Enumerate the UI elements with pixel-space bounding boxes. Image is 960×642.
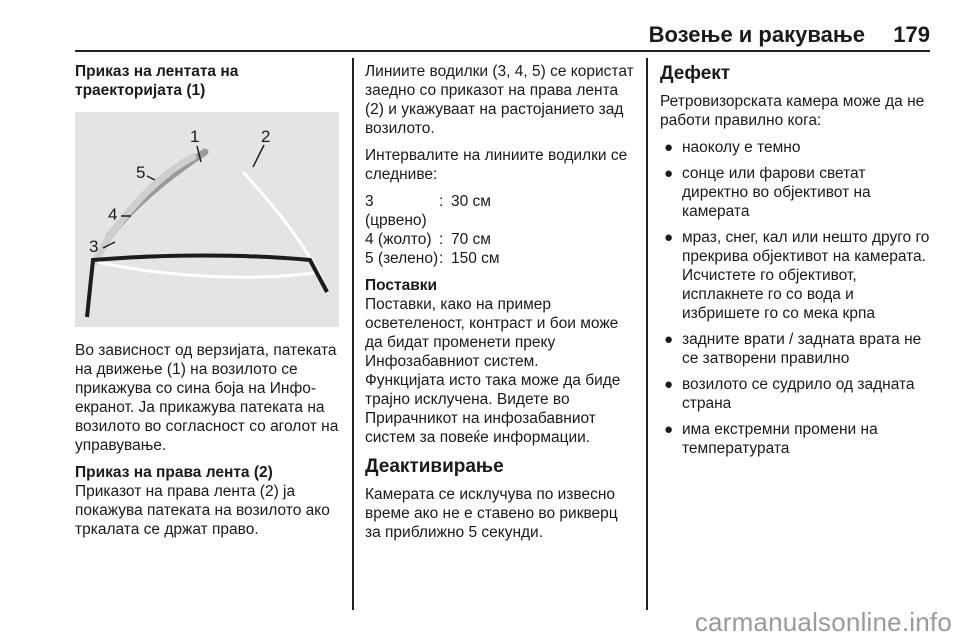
- callout-5: 5: [136, 163, 146, 182]
- column-left: [75, 62, 345, 547]
- list-item: [660, 420, 930, 458]
- callout-4: 4: [108, 205, 118, 224]
- bullet-icon: ●: [664, 165, 674, 182]
- distance-arc: [97, 262, 320, 277]
- spec-separator: :: [439, 231, 444, 248]
- bullet-icon: ●: [664, 139, 674, 156]
- list-item: [660, 138, 930, 157]
- leader-line-2: [253, 145, 264, 167]
- section-title: Возење и ракување: [648, 22, 865, 47]
- trajectory-line-red: [87, 256, 327, 318]
- paragraph: Линиите водилки (3, 4, 5) се користат заедно со приказот на права лента (2) и укажуваат на растојанието зад возилото.: [365, 63, 634, 137]
- column-divider: [352, 58, 354, 610]
- list-item: [660, 164, 930, 221]
- section-heading: Дефект: [660, 63, 731, 84]
- paragraph: Во зависност од верзијата, патеката на движење (1) на возилото се прикажува со сина боја на Инфо-екранот. Ја прикажува патеката на возилото во согласност со аголот на управување.: [75, 342, 339, 454]
- bullet-list: [660, 138, 930, 458]
- bullet-icon: ●: [664, 331, 674, 348]
- watermark: carmanualsonline.info: [694, 607, 952, 637]
- leader-line-5: [147, 176, 155, 180]
- callout-1: 1: [190, 127, 200, 146]
- guideline-diagram: [75, 112, 339, 327]
- paragraph: Камерата се исклучува по извесно време ако не е ставено во рикверц за приближно 5 секунди.: [365, 486, 618, 541]
- paragraph: Интервалите на линиите водилки се следниве:: [365, 147, 628, 183]
- callout-3: 3: [89, 237, 99, 256]
- section-heading: Приказ на права лента (2): [75, 464, 273, 481]
- list-item: [660, 330, 930, 368]
- list-item-text: возилото се судрило од задната страна: [682, 376, 915, 412]
- spec-row: [365, 192, 637, 230]
- spec-key: 4 (жолто): [365, 231, 432, 248]
- section-heading: Приказ на лентата на траекторијата (1): [75, 63, 239, 99]
- spec-row: [365, 230, 637, 249]
- paragraph: Ретровизорската камера може да не работи правилно кога:: [660, 93, 925, 129]
- list-item-text: мраз, снег, кал или нешто друго го прекрива објективот на камерата. Исчистете го објективот, исплакнете го со вода и избришете го со мека крпа: [682, 229, 930, 322]
- bullet-icon: ●: [664, 421, 674, 438]
- section-heading: Поставки: [365, 277, 438, 294]
- camera-guideline-figure: [75, 112, 339, 327]
- list-item-text: задните врати / задната врата не се затворени правилно: [682, 331, 922, 367]
- column-right: [660, 62, 930, 465]
- header-rule: [75, 50, 930, 52]
- column-divider: [646, 58, 648, 610]
- list-item: [660, 375, 930, 413]
- spec-separator: :: [439, 193, 444, 210]
- spec-value: 70 см: [451, 231, 491, 248]
- callout-2: 2: [261, 127, 271, 146]
- spec-value: 150 см: [451, 250, 500, 267]
- page-number: 179: [893, 22, 930, 47]
- spec-key: 5 (зелено): [365, 250, 439, 267]
- spec-value: 30 см: [451, 193, 491, 210]
- trajectory-line-green: [109, 152, 205, 237]
- paragraph: Поставки, како на пример осветеленост, контраст и бои може да бидат променети преку Инфозабавниот систем.: [365, 296, 619, 370]
- spec-table: [365, 192, 637, 268]
- paragraph: Функцијата исто така може да биде трајно исклучена. Видете во Прирачникот на инфозабавниот систем за повеќе информации.: [365, 372, 621, 446]
- column-middle: [365, 62, 637, 550]
- list-item-text: сонце или фарови светат директно во објективот на камерата: [682, 165, 871, 220]
- spec-key: 3 (црвено): [365, 193, 427, 229]
- bullet-icon: ●: [664, 229, 674, 246]
- spec-separator: :: [439, 250, 444, 267]
- paragraph: Приказот на права лента (2) ја покажува патеката на возилото ако тркалата се држат право.: [75, 483, 330, 538]
- bullet-icon: ●: [664, 376, 674, 393]
- list-item-text: наоколу е темно: [682, 139, 801, 156]
- spec-row: [365, 249, 637, 268]
- list-item-text: има екстремни промени на температурата: [682, 421, 878, 457]
- section-heading: Деактивирање: [365, 456, 504, 477]
- list-item: [660, 228, 930, 323]
